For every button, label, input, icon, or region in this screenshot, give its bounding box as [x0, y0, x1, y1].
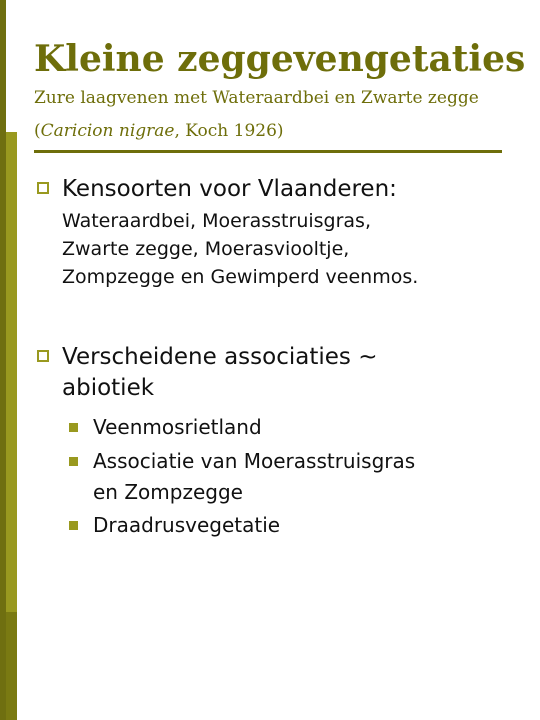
slide-title: Kleine zeggevengetaties: [34, 38, 526, 80]
sidebar-strip: [0, 0, 6, 720]
bullet-heading: abiotiek: [62, 375, 155, 401]
bullet-square-icon: [37, 350, 49, 362]
sub-bullet-square-icon: [69, 457, 78, 466]
bullet-body-line: Zompzegge en Gewimperd veenmos.: [62, 266, 419, 288]
sidebar-decoration: [0, 0, 17, 720]
title-divider: [34, 150, 502, 153]
bullet-heading: Verscheidene associaties ~: [62, 344, 378, 370]
sub-item: Draadrusvegetatie: [93, 513, 281, 537]
sub-bullet-square-icon: [69, 521, 78, 530]
citation-italic: Caricion nigrae: [40, 121, 175, 141]
sub-item: Veenmosrietland: [93, 415, 262, 439]
bullet-heading: Kensoorten voor Vlaanderen:: [62, 176, 397, 202]
sub-bullet-square-icon: [69, 423, 78, 432]
slide-subtitle-citation: [34, 121, 284, 141]
bullet-body-line: Zwarte zegge, Moerasviooltje,: [62, 238, 350, 260]
sub-item: en Zompzegge: [93, 480, 243, 504]
slide-subtitle: Zure laagvenen met Wateraardbei en Zwarte zegge: [34, 88, 479, 108]
bullet-square-icon: [37, 182, 49, 194]
bullet-body-line: Wateraardbei, Moerasstruisgras,: [62, 210, 371, 232]
sub-item: Associatie van Moerasstruisgras: [93, 449, 416, 473]
citation-rest: , Koch 1926): [174, 121, 284, 141]
citation-open: (: [34, 121, 41, 141]
